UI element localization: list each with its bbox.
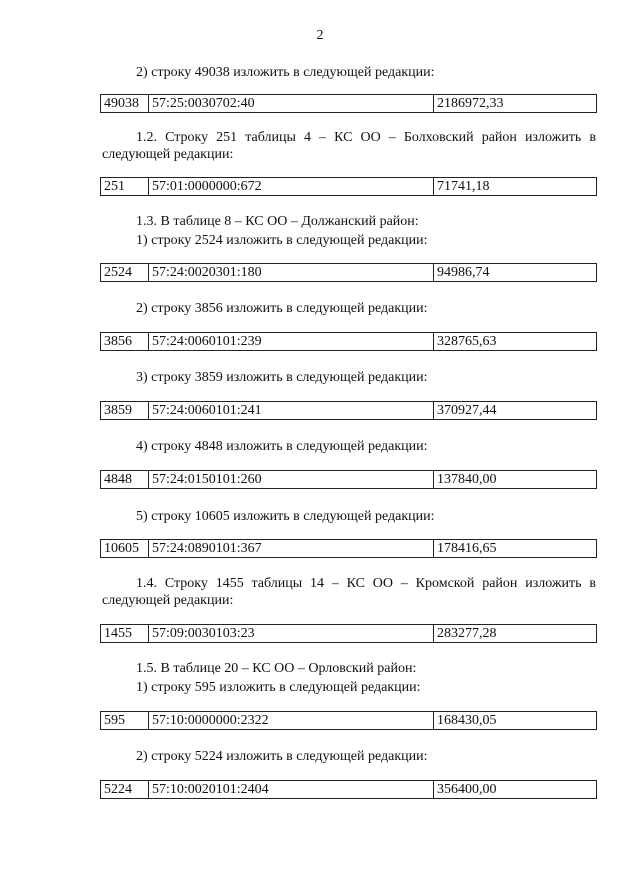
row-number-cell: 5224 <box>101 781 149 799</box>
replacement-row-table <box>100 624 597 643</box>
replacement-row-table <box>100 539 597 558</box>
value-cell: 328765,63 <box>434 333 597 351</box>
cadastral-number-cell: 57:24:0150101:260 <box>149 471 434 489</box>
value-cell: 283277,28 <box>434 625 597 643</box>
replacement-row-table <box>100 177 597 196</box>
cadastral-number-cell: 57:10:0000000:2322 <box>149 712 434 730</box>
paragraph-3859: 3) строку 3859 изложить в следующей редакции: <box>136 370 428 385</box>
paragraph-3856: 2) строку 3856 изложить в следующей редакции: <box>136 301 428 316</box>
row-number-cell: 3859 <box>101 402 149 420</box>
row-number-cell: 251 <box>101 178 149 196</box>
replacement-row-table <box>100 332 597 351</box>
row-number-cell: 10605 <box>101 540 149 558</box>
replacement-row-table <box>100 94 597 113</box>
value-cell: 137840,00 <box>434 471 597 489</box>
cadastral-number-cell: 57:10:0020101:2404 <box>149 781 434 799</box>
value-cell: 2186972,33 <box>434 95 597 113</box>
paragraph-1-5: 1.5. В таблице 20 – КС ОО – Орловский район: <box>136 661 417 676</box>
paragraph-10605: 5) строку 10605 изложить в следующей редакции: <box>136 509 435 524</box>
value-cell: 178416,65 <box>434 540 597 558</box>
paragraph-595: 1) строку 595 изложить в следующей редакции: <box>136 680 421 695</box>
value-cell: 168430,05 <box>434 712 597 730</box>
paragraph-2524: 1) строку 2524 изложить в следующей редакции: <box>136 233 428 248</box>
table-row <box>101 781 597 799</box>
table-row <box>101 471 597 489</box>
replacement-row-table <box>100 711 597 730</box>
replacement-row-table <box>100 263 597 282</box>
cadastral-number-cell: 57:24:0890101:367 <box>149 540 434 558</box>
cadastral-number-cell: 57:25:0030702:40 <box>149 95 434 113</box>
table-row <box>101 625 597 643</box>
row-number-cell: 49038 <box>101 95 149 113</box>
replacement-row-table <box>100 780 597 799</box>
value-cell: 370927,44 <box>434 402 597 420</box>
value-cell: 356400,00 <box>434 781 597 799</box>
paragraph-1-2: 1.2. Строку 251 таблицы 4 – КС ОО – Болховский район изложить в следующей редакции: <box>102 130 596 162</box>
table-row <box>101 333 597 351</box>
paragraph-5224: 2) строку 5224 изложить в следующей редакции: <box>136 749 428 764</box>
cadastral-number-cell: 57:09:0030103:23 <box>149 625 434 643</box>
table-row <box>101 178 597 196</box>
table-row <box>101 402 597 420</box>
table-row <box>101 712 597 730</box>
table-row <box>101 540 597 558</box>
value-cell: 94986,74 <box>434 264 597 282</box>
paragraph-1-4: 1.4. Строку 1455 таблицы 14 – КС ОО – Кромской район изложить в следующей редакции: <box>102 576 596 608</box>
table-row <box>101 95 597 113</box>
paragraph-4848: 4) строку 4848 изложить в следующей редакции: <box>136 439 428 454</box>
value-cell: 71741,18 <box>434 178 597 196</box>
table-row <box>101 264 597 282</box>
replacement-row-table <box>100 470 597 489</box>
replacement-row-table <box>100 401 597 420</box>
paragraph-1-3: 1.3. В таблице 8 – КС ОО – Должанский район: <box>136 214 419 229</box>
row-number-cell: 3856 <box>101 333 149 351</box>
cadastral-number-cell: 57:24:0020301:180 <box>149 264 434 282</box>
row-number-cell: 2524 <box>101 264 149 282</box>
row-number-cell: 4848 <box>101 471 149 489</box>
row-number-cell: 1455 <box>101 625 149 643</box>
cadastral-number-cell: 57:24:0060101:241 <box>149 402 434 420</box>
paragraph-49038: 2) строку 49038 изложить в следующей редакции: <box>136 65 435 80</box>
cadastral-number-cell: 57:24:0060101:239 <box>149 333 434 351</box>
page-number: 2 <box>316 28 324 43</box>
row-number-cell: 595 <box>101 712 149 730</box>
cadastral-number-cell: 57:01:0000000:672 <box>149 178 434 196</box>
